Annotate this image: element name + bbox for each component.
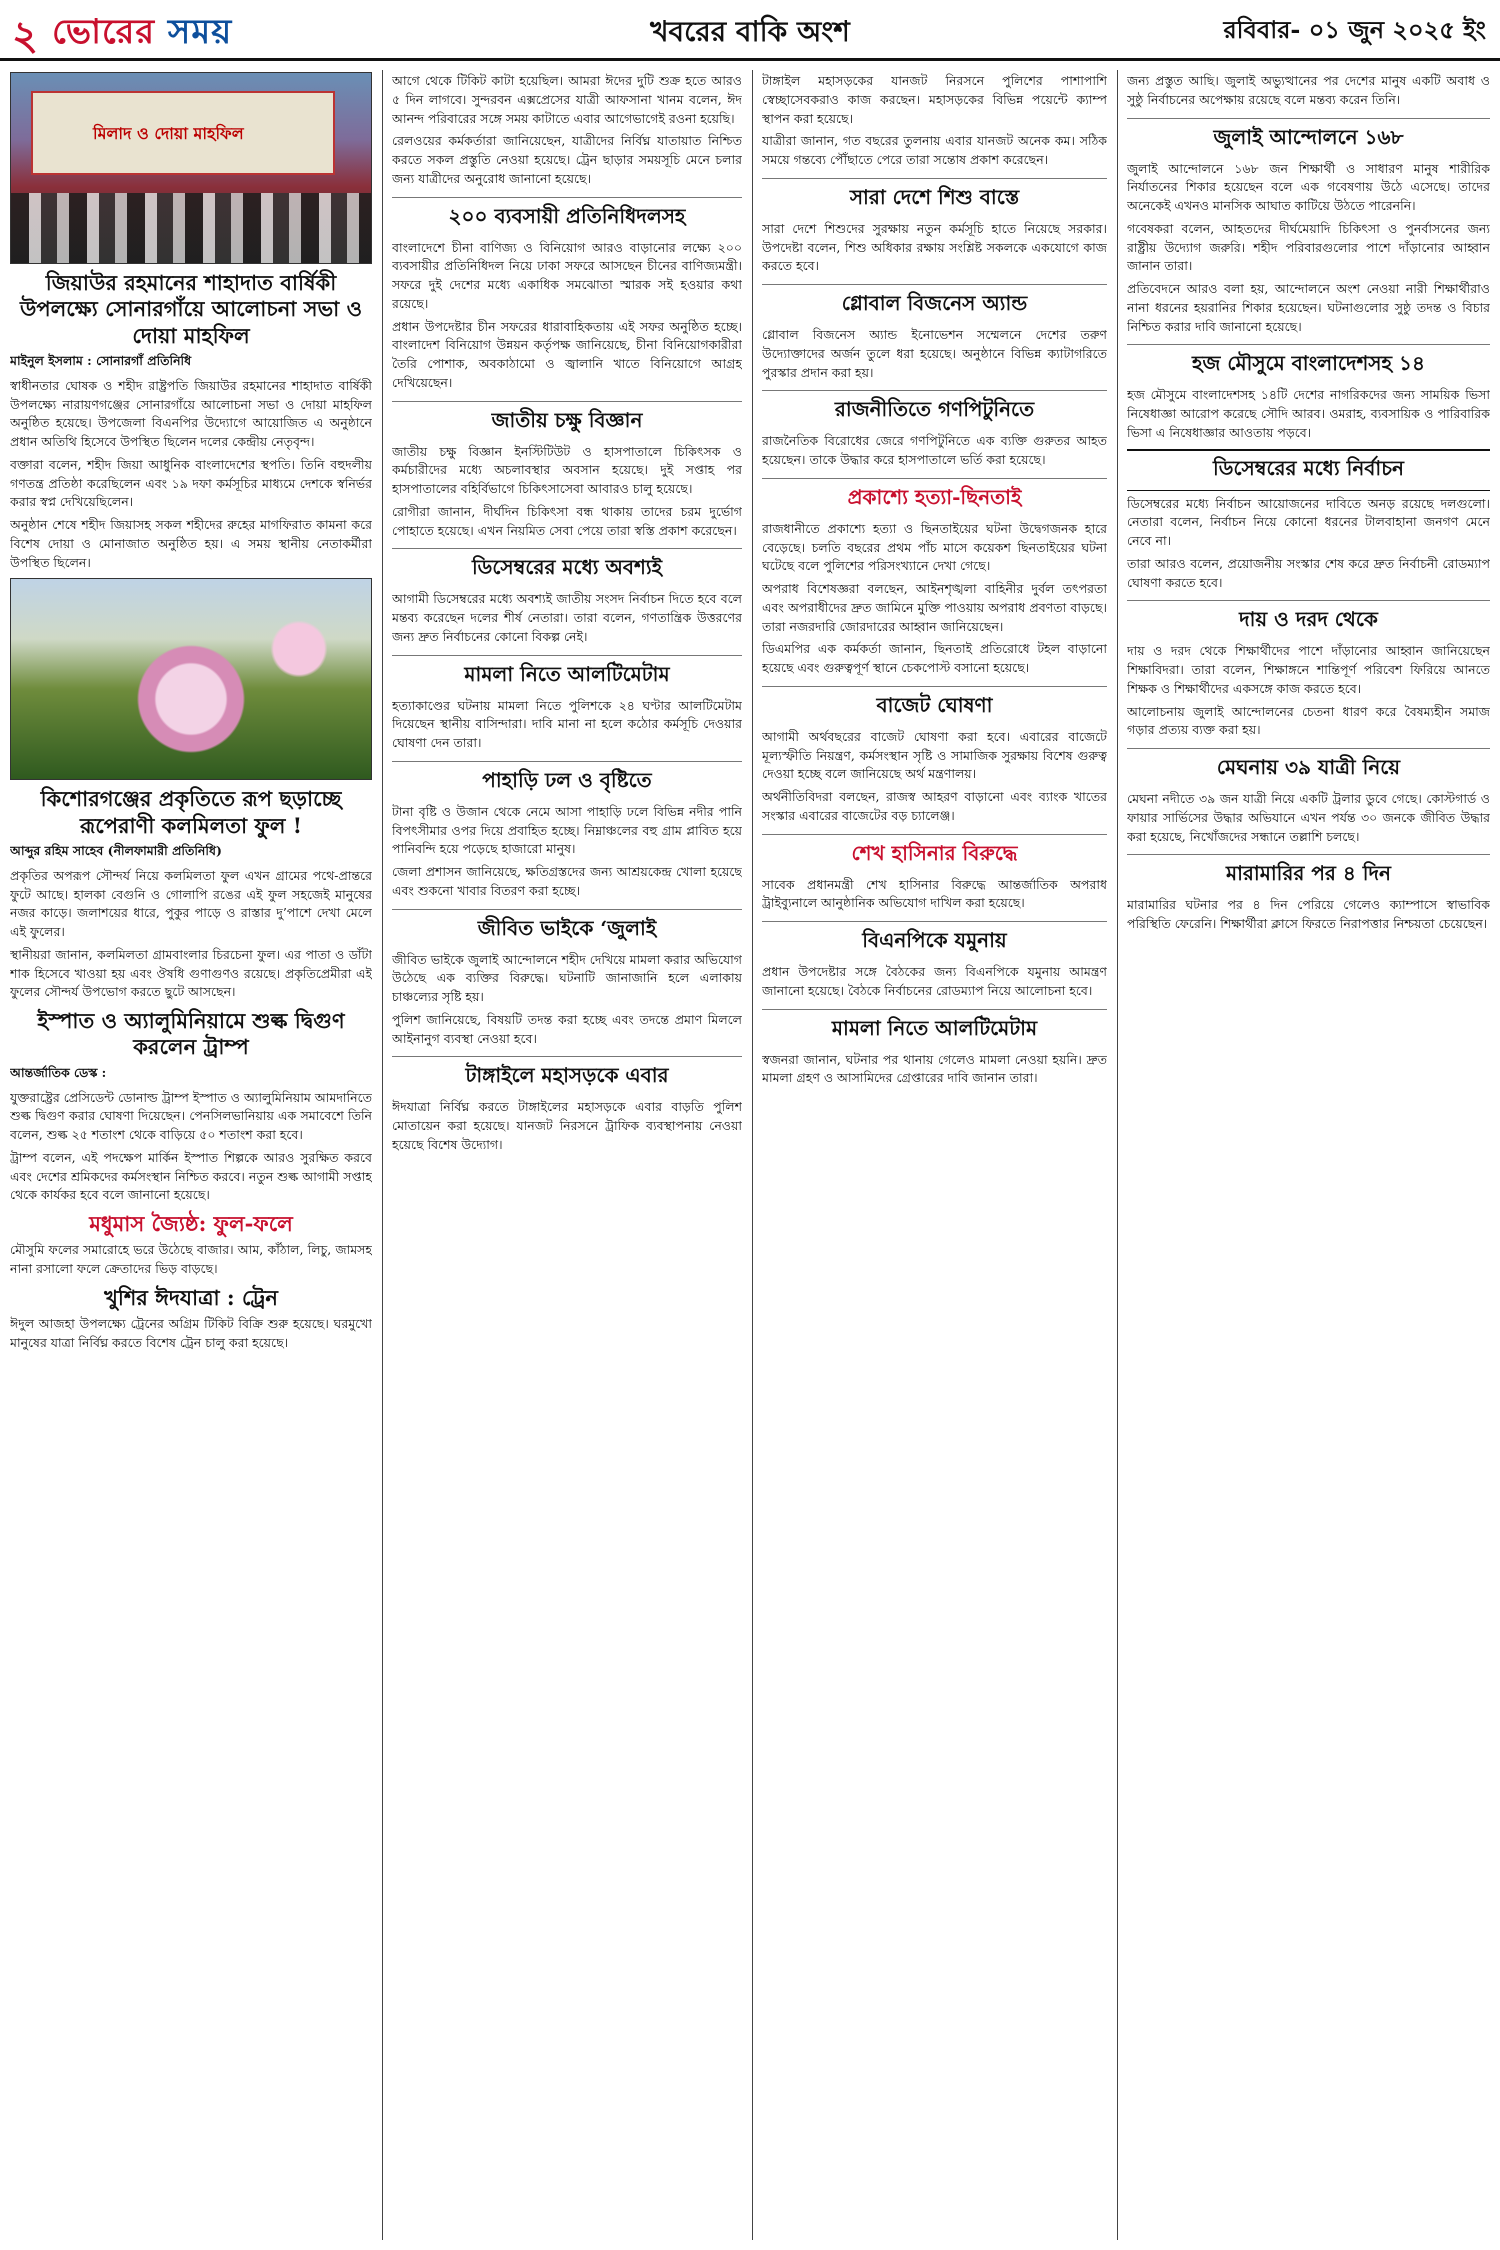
article-paragraph: রাজধানীতে প্রকাশ্যে হত্যা ও ছিনতাইয়ের ঘটনা উদ্বেগজনক হারে বেড়েছে। চলতি বছরের প্রথম পাঁচ মাসে কয়েকশ ছিনতাইয়ের ঘটনা ঘটেছে বলে পুলিশের পরিসংখ্যানে দেখা গেছে। — [762, 520, 1107, 574]
article-paragraph: স্বজনরা জানান, ঘটনার পর থানায় গেলেও মামলা নেওয়া হয়নি। দ্রুত মামলা গ্রহণ ও আসামিদের গ্রেপ্তারের দাবি জানান তারা। — [762, 1051, 1107, 1086]
audience-image — [11, 193, 371, 263]
article-paragraph: মারামারির ঘটনার পর ৪ দিন পেরিয়ে গেলেও ক্যাম্পাসে স্বাভাবিক পরিস্থিতি ফেরেনি। শিক্ষার্থীরা ক্লাসে ফিরতে নিরাপত্তার নিশ্চয়তা চেয়েছেন। — [1127, 897, 1490, 931]
continuation-heading[interactable]: গ্লোবাল বিজনেস অ্যান্ড — [762, 284, 1107, 322]
continuation-heading[interactable]: রাজনীতিতে গণপিটুনিতে — [762, 390, 1107, 428]
continuation-heading[interactable]: টাঙ্গাইলে মহাসড়কে এবার — [392, 1056, 742, 1094]
page-number: ২ — [12, 12, 39, 59]
article-paragraph: অর্থনীতিবিদরা বলছেন, রাজস্ব আহরণ বাড়ানো এবং ব্যাংক খাতের সংস্কার এবারের বাজেটের বড় চ্যালেঞ্জ। — [762, 789, 1107, 823]
article-paragraph: বাংলাদেশে চীনা বাণিজ্য ও বিনিয়োগ আরও বাড়ানোর লক্ষ্যে ২০০ ব্যবসায়ীর প্রতিনিধিদল নিয়ে ঢাকা সফরে আসছেন চীনের বাণিজ্যমন্ত্রী। সফরে দুই দেশের মধ্যে একাধিক সমঝোতা স্মারক সই হওয়ার কথা রয়েছে। — [392, 239, 742, 311]
headline[interactable]: মধুমাস জ্যৈষ্ঠ: ফুল-ফলে — [89, 1211, 293, 1236]
article-paragraph: ট্রাম্প বলেন, এই পদক্ষেপ মার্কিন ইস্পাত শিল্পকে আরও সুরক্ষিত করবে এবং দেশের শ্রমিকদের কর্মসংস্থান নিশ্চিত করবে। নতুন শুল্ক আগামী সপ্তাহ থেকে কার্যকর হবে বলে জানানো হয়েছে। — [10, 1149, 372, 1203]
headline[interactable]: কিশোরগঞ্জের প্রকৃতিতে রূপ ছড়াচ্ছে রূপেরাণী কলমিলতা ফুল ! — [40, 786, 342, 838]
continuation-heading[interactable]: ২০০ ব্যবসায়ী প্রতিনিধিদলসহ — [392, 197, 742, 235]
logo-text-1: ভোরের — [52, 12, 156, 52]
article-paragraph: আলোচনায় জুলাই আন্দোলনের চেতনা ধারণ করে বৈষম্যহীন সমাজ গড়ার প্রত্যয় ব্যক্ত করা হয়। — [1127, 703, 1490, 738]
article-paragraph: স্বাধীনতার ঘোষক ও শহীদ রাষ্ট্রপতি জিয়াউর রহমানের শাহাদাত বার্ষিকী উপলক্ষ্যে নারায়ণগঞ্জের সোনারগাঁয়ে আলোচনা সভা ও দোয়া মাহফিল অনুষ্ঠিত হয়েছে। উপজেলা বিএনপির উদ্যোগে আয়োজিত এ অনুষ্ঠানে প্রধান অতিথি হিসেবে উপস্থিত ছিলেন দলের কেন্দ্রীয় নেতৃবৃন্দ। — [10, 377, 372, 449]
article-paragraph: রোগীরা জানান, দীর্ঘদিন চিকিৎসা বন্ধ থাকায় তাদের চরম দুর্ভোগ পোহাতে হয়েছে। এখন নিয়মিত সেবা পেয়ে তারা স্বস্তি প্রকাশ করেছেন। — [392, 503, 742, 538]
article-paragraph: অনুষ্ঠান শেষে শহীদ জিয়াসহ সকল শহীদের রুহের মাগফিরাত কামনা করে বিশেষ দোয়া ও মোনাজাত অনুষ্ঠিত হয়। এ সময় স্থানীয় নেতাকর্মীরা উপস্থিত ছিলেন। — [10, 517, 372, 570]
flower-photo — [10, 578, 372, 780]
continuation-heading[interactable]: জুলাই আন্দোলনে ১৬৮ — [1127, 118, 1490, 156]
article-paragraph: অপরাধ বিশেষজ্ঞরা বলছেন, আইনশৃঙ্খলা বাহিনীর দুর্বল তৎপরতা এবং অপরাধীদের দ্রুত জামিনে মুক্তি পাওয়ায় অপরাধ প্রবণতা বাড়ছে। তারা নজরদারি জোরদারের আহ্বান জানিয়েছেন। — [762, 581, 1107, 634]
article-paragraph: মেঘনা নদীতে ৩৯ জন যাত্রী নিয়ে একটি ট্রলার ডুবে গেছে। কোস্টগার্ড ও ফায়ার সার্ভিসের উদ্ধার অভিযানে এখন পর্যন্ত ৩০ জনকে জীবিত উদ্ধার করা হয়েছে, নিখোঁজদের সন্ধানে তল্লাশি চলছে। — [1127, 791, 1490, 844]
article-paragraph: মৌসুমি ফলের সমারোহে ভরে উঠেছে বাজার। আম, কাঁঠাল, লিচু, জামসহ নানা রসালো ফলে ক্রেতাদের ভিড় বাড়ছে। — [10, 1242, 372, 1276]
article-paragraph: প্রকৃতির অপরূপ সৌন্দর্য নিয়ে কলমিলতা ফুল এখন গ্রামের পথে-প্রান্তরে ফুটে আছে। হালকা বেগুনি ও গোলাপি রঙের এই ফুল সহজেই মানুষের নজর কাড়ে। জলাশয়ের ধারে, পুকুর পাড়ে ও রাস্তার দু’পাশে দেখা মেলে এই ফুলের। — [10, 867, 372, 939]
article-paragraph: আগামী অর্থবছরের বাজেট ঘোষণা করা হবে। এবারের বাজেটে মূল্যস্ফীতি নিয়ন্ত্রণ, কর্মসংস্থান সৃষ্টি ও সামাজিক সুরক্ষায় বিশেষ গুরুত্ব দেওয়া হচ্ছে বলে জানিয়েছে অর্থ মন্ত্রণালয়। — [762, 728, 1107, 782]
article-paragraph: প্রতিবেদনে আরও বলা হয়, আন্দোলনে অংশ নেওয়া নারী শিক্ষার্থীরাও নানা ধরনের হয়রানির শিকার হয়েছেন। ঘটনাগুলোর সুষ্ঠু তদন্ত ও বিচার নিশ্চিত করার দাবি জানানো হয়েছে। — [1127, 281, 1490, 334]
article-paragraph: সাবেক প্রধানমন্ত্রী শেখ হাসিনার বিরুদ্ধে আন্তর্জাতিক অপরাধ ট্রাইব্যুনালে আনুষ্ঠানিক অভিযোগ দাখিল করা হয়েছে। — [762, 876, 1107, 911]
continuation-heading[interactable]: বিএনপিকে যমুনায় — [762, 921, 1107, 959]
article-paragraph: রাজনৈতিক বিরোধের জেরে গণপিটুনিতে এক ব্যক্তি গুরুতর আহত হয়েছেন। তাকে উদ্ধার করে হাসপাতালে ভর্তি করা হয়েছে। — [762, 433, 1107, 467]
article-paragraph: গ্লোবাল বিজনেস অ্যান্ড ইনোভেশন সম্মেলনে দেশের তরুণ উদ্যোক্তাদের অর্জন তুলে ধরা হয়েছে। অনুষ্ঠানে বিভিন্ন ক্যাটাগরিতে পুরস্কার প্রদান করা হয়। — [762, 327, 1107, 380]
article-paragraph: পুলিশ জানিয়েছে, বিষয়টি তদন্ত করা হচ্ছে এবং তদন্তে প্রমাণ মিললে আইনানুগ ব্যবস্থা নেওয়া হবে। — [392, 1011, 742, 1046]
logo-text-2: সময় — [167, 12, 233, 52]
article-paragraph: ঈদুল আজহা উপলক্ষ্যে ট্রেনের অগ্রিম টিকিট বিক্রি শুরু হয়েছে। ঘরমুখো মানুষের যাত্রা নির্বিঘ্ন করতে বিশেষ ট্রেন চালু করা হয়েছে। — [10, 1316, 372, 1350]
continuation-heading[interactable]: মারামারির পর ৪ দিন — [1127, 854, 1490, 892]
column-3 — [762, 72, 1107, 2240]
column-divider — [752, 70, 753, 2240]
article-paragraph: বক্তারা বলেন, শহীদ জিয়া আধুনিক বাংলাদেশের স্থপতি। তিনি বহুদলীয় গণতন্ত্র প্রতিষ্ঠা করেছিলেন এবং ১৯ দফা কর্মসূচির মাধ্যমে দেশকে স্বনির্ভর করার স্বপ্ন দেখিয়েছিলেন। — [10, 456, 372, 510]
article-paragraph: স্থানীয়রা জানান, কলমিলতা গ্রামবাংলার চিরচেনা ফুল। এর পাতা ও ডাঁটা শাক হিসেবে খাওয়া হয় এবং ঔষধি গুণাগুণও রয়েছে। প্রকৃতিপ্রেমীরা এই ফুলের সৌন্দর্য উপভোগ করতে ছুটে আসছেন। — [10, 946, 372, 1000]
continuation-heading[interactable]: মামলা নিতে আলটিমেটাম — [392, 655, 742, 693]
continuation-heading[interactable]: দায় ও দরদ থেকে — [1127, 600, 1490, 638]
continuation-heading[interactable]: শেখ হাসিনার বিরুদ্ধে — [762, 834, 1107, 872]
article-paragraph: প্রধান উপদেষ্টার চীন সফরের ধারাবাহিকতায় এই সফর অনুষ্ঠিত হচ্ছে। বাংলাদেশ বিনিয়োগ উন্নয়ন কর্তৃপক্ষ জানিয়েছে, চীনা বিনিয়োগকারীরা তৈরি পোশাক, অবকাঠামো ও জ্বালানি খাতে বিনিয়োগে আগ্রহ দেখিয়েছেন। — [392, 318, 742, 390]
continuation-heading[interactable]: প্রকাশ্যে হত্যা-ছিনতাই — [762, 478, 1107, 516]
newspaper-logo[interactable] — [52, 6, 232, 63]
column-2 — [392, 72, 742, 2240]
article-paragraph: গবেষকরা বলেন, আহতদের দীর্ঘমেয়াদি চিকিৎসা ও পুনর্বাসনের জন্য রাষ্ট্রীয় উদ্যোগ জরুরি। শহীদ পরিবারগুলোর পাশে দাঁড়ানোর আহ্বান জানান তারা। — [1127, 220, 1490, 274]
column-divider — [1117, 70, 1118, 2240]
article-paragraph: জীবিত ভাইকে জুলাই আন্দোলনে শহীদ দেখিয়ে মামলা করার অভিযোগ উঠেছে এক ব্যক্তির বিরুদ্ধে। ঘটনাটি জানাজানি হলে এলাকায় চাঞ্চল্যের সৃষ্টি হয়। — [392, 951, 742, 1004]
headline[interactable]: ইস্পাত ও অ্যালুমিনিয়ামে শুল্ক দ্বিগুণ করলেন ট্রাম্প — [37, 1008, 345, 1060]
article-paragraph: ঈদযাত্রা নির্বিঘ্ন করতে টাঙ্গাইলের মহাসড়কে এবার বাড়তি পুলিশ মোতায়েন করা হয়েছে। যানজট নিরসনে ট্রাফিক ব্যবস্থাপনায় নেওয়া হয়েছে বিশেষ উদ্যোগ। — [392, 1099, 742, 1152]
rally-photo — [10, 72, 372, 264]
masthead — [0, 0, 1500, 61]
article-paragraph: ডিসেম্বরের মধ্যে নির্বাচন আয়োজনের দাবিতে অনড় রয়েছে দলগুলো। নেতারা বলেন, নির্বাচন নিয়ে কোনো ধরনের টালবাহানা জনগণ মেনে নেবে না। — [1127, 495, 1490, 548]
article-paragraph: আগামী ডিসেম্বরের মধ্যে অবশ্যই জাতীয় সংসদ নির্বাচন দিতে হবে বলে মন্তব্য করেছেন দলের শীর্ষ নেতারা। তারা বলেন, গণতান্ত্রিক উত্তরণের জন্য দ্রুত নির্বাচনের কোনো বিকল্প নেই। — [392, 591, 742, 644]
article-paragraph: রেলওয়ের কর্মকর্তারা জানিয়েছেন, যাত্রীদের নির্বিঘ্ন যাতায়াত নিশ্চিত করতে সকল প্রস্তুতি নেওয়া হয়েছে। ট্রেন ছাড়ার সময়সূচি মেনে চলার জন্য যাত্রীদের অনুরোধ জানানো হয়েছে। — [392, 133, 742, 186]
issue-date: রবিবার- ০১ জুন ২০২৫ ইং — [1223, 15, 1486, 44]
continuation-heading[interactable]: হজ মৌসুমে বাংলাদেশসহ ১৪ — [1127, 344, 1490, 382]
continuation-heading[interactable]: বাজেট ঘোষণা — [762, 686, 1107, 724]
column-1 — [10, 72, 372, 2240]
continuation-heading[interactable]: জীবিত ভাইকে ‘জুলাই — [392, 909, 742, 947]
headline[interactable]: খুশির ঈদযাত্রা : ট্রেন — [104, 1284, 278, 1310]
article-paragraph: হজ মৌসুমে বাংলাদেশসহ ১৪টি দেশের নাগরিকদের জন্য সাময়িক ভিসা নিষেধাজ্ঞা আরোপ করেছে সৌদি আরব। ওমরাহ, ব্যবসায়িক ও পারিবারিক ভিসা এ নিষেধাজ্ঞার আওতায় পড়বে। — [1127, 387, 1490, 440]
continuation-heading[interactable]: ডিসেম্বরের মধ্যে নির্বাচন — [1127, 449, 1490, 491]
column-divider — [382, 70, 383, 2240]
stage-banner — [31, 91, 335, 175]
byline: মাইনুল ইসলাম : সোনারগাঁ প্রতিনিধি — [10, 352, 192, 368]
section-title: খবরের বাকি অংশ — [650, 15, 850, 48]
article-paragraph: যাত্রীরা জানান, গত বছরের তুলনায় এবার যানজট অনেক কম। সঠিক সময়ে গন্তব্যে পৌঁছাতে পেরে তারা সন্তোষ প্রকাশ করেছেন। — [762, 133, 1107, 167]
article-paragraph: জাতীয় চক্ষু বিজ্ঞান ইনস্টিটিউট ও হাসপাতালে চিকিৎসক ও কর্মচারীদের মধ্যে অচলাবস্থার অবসান হয়েছে। দুই সপ্তাহ পর হাসপাতালের বহির্বিভাগে চিকিৎসাসেবা আবারও চালু হয়েছে। — [392, 443, 742, 496]
article-paragraph: দায় ও দরদ থেকে শিক্ষার্থীদের পাশে দাঁড়ানোর আহ্বান জানিয়েছেন শিক্ষাবিদরা। তারা বলেন, শিক্ষাঙ্গনে শান্তিপূর্ণ পরিবেশ ফিরিয়ে আনতে শিক্ষক ও শিক্ষার্থীদের একসঙ্গে কাজ করতে হবে। — [1127, 643, 1490, 696]
continuation-heading[interactable]: জাতীয় চক্ষু বিজ্ঞান — [392, 401, 742, 439]
continuation-heading[interactable]: মেঘনায় ৩৯ যাত্রী নিয়ে — [1127, 748, 1490, 786]
article-paragraph: জন্য প্রস্তুত আছি। জুলাই অভ্যুত্থানের পর দেশের মানুষ একটি অবাধ ও সুষ্ঠু নির্বাচনের অপেক্ষায় রয়েছে বলে মন্তব্য করেন তিনি। — [1127, 73, 1490, 107]
byline: আব্দুর রহিম সাহেব (নীলফামারী প্রতিনিধি) — [10, 842, 222, 858]
article-paragraph: হত্যাকাণ্ডের ঘটনায় মামলা নিতে পুলিশকে ২৪ ঘণ্টার আলটিমেটাম দিয়েছেন স্থানীয় বাসিন্দারা। দাবি মানা না হলে কঠোর কর্মসূচি দেওয়ার ঘোষণা দেন তারা। — [392, 697, 742, 750]
article-paragraph: তারা আরও বলেন, প্রয়োজনীয় সংস্কার শেষ করে দ্রুত নির্বাচনী রোডম্যাপ ঘোষণা করতে হবে। — [1127, 555, 1490, 590]
byline: আন্তর্জাতিক ডেস্ক : — [10, 1064, 107, 1080]
article-paragraph: টানা বৃষ্টি ও উজান থেকে নেমে আসা পাহাড়ি ঢলে বিভিন্ন নদীর পানি বিপৎসীমার ওপর দিয়ে প্রবাহিত হচ্ছে। নিম্নাঞ্চলের বহু গ্রাম প্লাবিত হয়ে পানিবন্দি হয়ে পড়েছে হাজারো মানুষ। — [392, 803, 742, 857]
article-paragraph: প্রধান উপদেষ্টার সঙ্গে বৈঠকের জন্য বিএনপিকে যমুনায় আমন্ত্রণ জানানো হয়েছে। বৈঠকে নির্বাচনের রোডম্যাপ নিয়ে আলোচনা হবে। — [762, 964, 1107, 998]
continuation-heading[interactable]: ডিসেম্বরের মধ্যে অবশ্যই — [392, 548, 742, 586]
continuation-heading[interactable]: পাহাড়ি ঢল ও বৃষ্টিতে — [392, 761, 742, 799]
article-paragraph: জুলাই আন্দোলনে ১৬৮ জন শিক্ষার্থী ও সাধারণ মানুষ শারীরিক নির্যাতনের শিকার হয়েছেন বলে এক গবেষণায় উঠে এসেছে। তাদের অনেকেই এখনও মানসিক আঘাত কাটিয়ে উঠতে পারেননি। — [1127, 160, 1490, 213]
headline[interactable]: জিয়াউর রহমানের শাহাদাত বার্ষিকী উপলক্ষ্যে সোনারগাঁয়ে আলোচনা সভা ও দোয়া মাহফিল — [19, 270, 363, 348]
article-paragraph: আগে থেকে টিকিট কাটা হয়েছিল। আমরা ঈদের দুটি শুক্র হতে আরও ৫ দিন লাগবে। সুন্দরবন এক্সপ্রেসের যাত্রী আফসানা খানম বলেন, ঈদ আনন্দ পরিবারের সঙ্গে সময় কাটাতে এবার আগেভাগেই রওনা হয়েছি। — [392, 73, 742, 126]
column-4 — [1127, 72, 1490, 2240]
article-paragraph: টাঙ্গাইল মহাসড়কের যানজট নিরসনে পুলিশের পাশাপাশি স্বেচ্ছাসেবকরাও কাজ করছেন। মহাসড়কের বিভিন্ন পয়েন্টে ক্যাম্প স্থাপন করা হয়েছে। — [762, 73, 1107, 126]
continuation-heading[interactable]: মামলা নিতে আলটিমেটাম — [762, 1009, 1107, 1047]
article-paragraph: সারা দেশে শিশুদের সুরক্ষায় নতুন কর্মসূচি হাতে নিয়েছে সরকার। উপদেষ্টা বলেন, শিশু অধিকার রক্ষায় সংশ্লিষ্ট সকলকে একযোগে কাজ করতে হবে। — [762, 220, 1107, 274]
article-paragraph: যুক্তরাষ্ট্রের প্রেসিডেন্ট ডোনাল্ড ট্রাম্প ইস্পাত ও অ্যালুমিনিয়াম আমদানিতে শুল্ক দ্বিগুণ করার ঘোষণা দিয়েছেন। পেনসিলভানিয়ায় এক সমাবেশে তিনি বলেন, শুল্ক ২৫ শতাংশ থেকে বাড়িয়ে ৫০ শতাংশ করা হবে। — [10, 1089, 372, 1142]
article-paragraph: ডিএমপির এক কর্মকর্তা জানান, ছিনতাই প্রতিরোধে টহল বাড়ানো হয়েছে এবং গুরুত্বপূর্ণ স্থানে চেকপোস্ট বসানো হয়েছে। — [762, 641, 1107, 675]
continuation-heading[interactable]: সারা দেশে শিশু বাস্তে — [762, 178, 1107, 216]
banner-text: মিলাদ ও দোয়া মাহফিল — [93, 124, 244, 143]
article-paragraph: জেলা প্রশাসন জানিয়েছে, ক্ষতিগ্রস্তদের জন্য আশ্রয়কেন্দ্র খোলা হয়েছে এবং শুকনো খাবার বিতরণ করা হচ্ছে। — [392, 864, 742, 898]
